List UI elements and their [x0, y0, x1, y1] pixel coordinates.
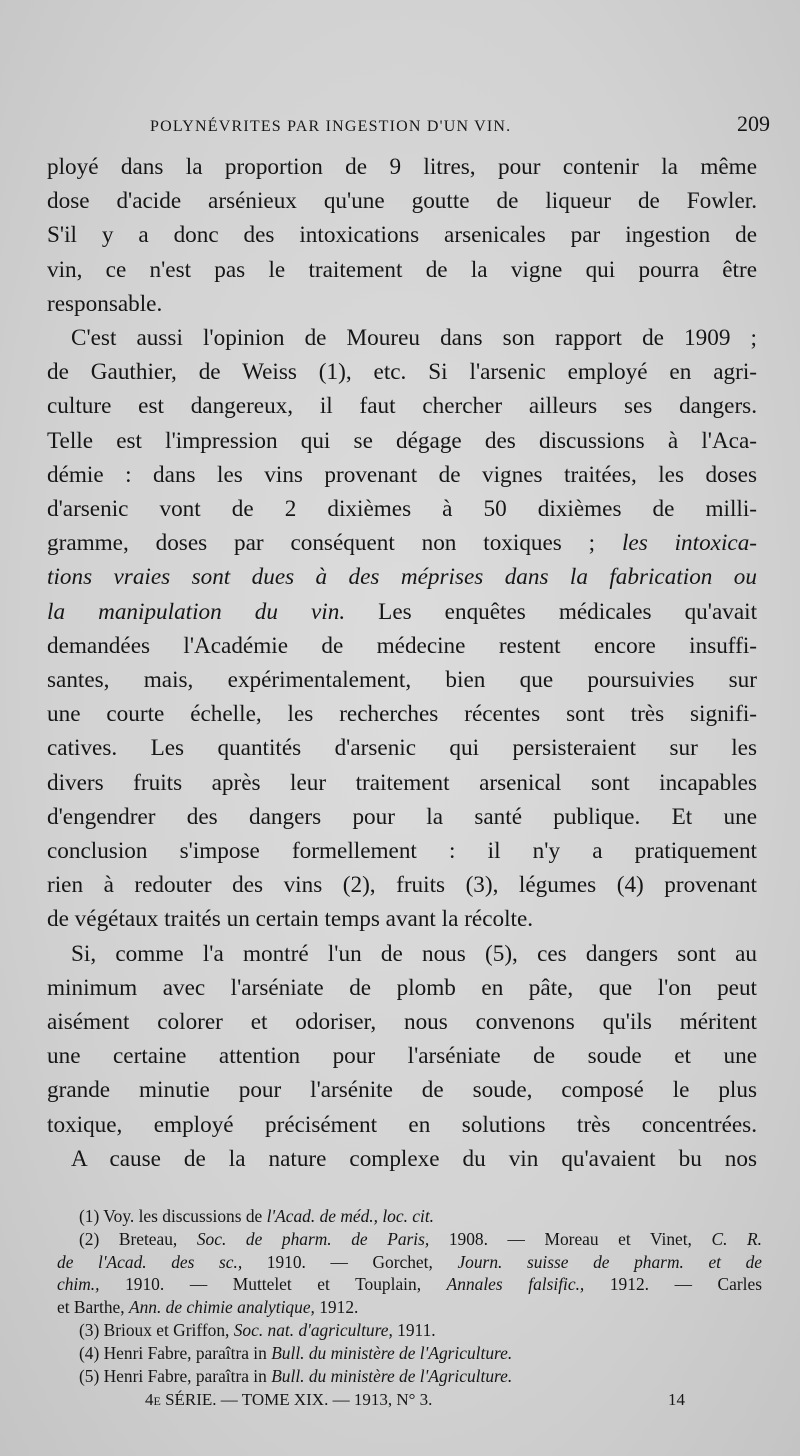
body-line: ployé dans la proportion de 9 litres, pour contenir la même	[47, 154, 757, 180]
footnote-text: (4) Henri Fabre, paraîtra in	[79, 1342, 272, 1363]
body-line: responsable.	[47, 290, 163, 317]
footnote-italic: Bull. du ministère de l'Agriculture.	[271, 1365, 513, 1386]
body-line: d'arsenic vont de 2 dixièmes à 50 dixièmes de milli-	[47, 496, 757, 523]
body-line: grande minutie pour l'arsénite de soude, composé le plus	[47, 1077, 757, 1104]
footnote-text: 1908. — Moreau et Vinet,	[429, 1228, 712, 1249]
footnote-italic: Soc. nat. d'agriculture,	[233, 1319, 393, 1340]
footnote-italic: l'Acad. de méd., loc. cit.	[266, 1206, 435, 1226]
footnote-italic: chim.,	[57, 1274, 100, 1295]
footnote-line	[57, 1273, 762, 1296]
italic-segment: tions vraies sont dues à des méprises dans la fabrication ou	[47, 564, 757, 591]
footnote-italic: Ann. de chimie analytique,	[128, 1297, 315, 1318]
footnote-text: 1912.	[314, 1297, 359, 1318]
footnote-line	[57, 1296, 762, 1319]
body-line: de végétaux traités un certain temps avant la récolte.	[47, 906, 534, 933]
footnote-italic: Bull. du ministère de l'Agriculture.	[271, 1342, 513, 1363]
footnote-line	[57, 1228, 762, 1251]
footnote-text: 1911.	[392, 1319, 436, 1340]
body-line-mixed	[47, 526, 757, 560]
footnote-italic: Soc. de pharm. de Paris,	[196, 1228, 430, 1249]
sheet-number: 14	[668, 1390, 685, 1409]
body-line: santes, mais, expérimentalement, bien que poursuivies sur	[47, 667, 757, 694]
footnote-text: (3) Brioux et Griffon,	[79, 1319, 234, 1340]
body-line: culture est dangereux, il faut chercher ailleurs ses dangers.	[47, 393, 757, 420]
footnote-italic: C. R.	[711, 1228, 762, 1249]
body-line	[47, 560, 757, 594]
body-line: Si, comme l'a montré l'un de nous (5), ces dangers sont au	[71, 940, 757, 967]
body-line: d'engendrer des dangers pour la santé publique. Et une	[47, 803, 757, 830]
page-footer	[145, 1390, 685, 1410]
footnote-line	[57, 1205, 762, 1228]
body-segment: gramme, doses par conséquent non toxiques ;	[47, 530, 596, 557]
body-line: catives. Les quantités d'arsenic qui persisteraient sur les	[47, 735, 757, 762]
body-text	[47, 150, 757, 1176]
body-line: dose d'acide arsénieux qu'une goutte de liqueur de Fowler.	[47, 188, 757, 215]
body-line: une courte échelle, les recherches récentes sont très signifi-	[47, 701, 757, 728]
italic-segment: la manipulation du vin.	[47, 598, 346, 625]
body-line: A cause de la nature complexe du vin qu'avaient bu nos	[71, 1145, 757, 1172]
footnote-text: (5) Henri Fabre, paraîtra in	[79, 1365, 272, 1386]
running-title: POLYNÉVRITES PAR INGESTION D'UN VIN.	[150, 118, 512, 135]
footnote-line	[57, 1319, 762, 1342]
body-line: de Gauthier, de Weiss (1), etc. Si l'arsenic employé en agri-	[47, 359, 757, 386]
body-line: aisément colorer et odoriser, nous convenons qu'ils méritent	[47, 1009, 757, 1036]
footnote-italic: Journ. suisse de pharm. et de	[457, 1251, 762, 1272]
footnote-text: 1910. — Muttelet et Touplain,	[99, 1274, 447, 1295]
footnote-line	[57, 1365, 762, 1388]
footnotes	[57, 1205, 762, 1387]
footnote-text: (1) Voy. les discussions de	[79, 1206, 267, 1226]
footnote-line	[57, 1251, 762, 1274]
body-line: une certaine attention pour l'arséniate de soude et une	[47, 1043, 757, 1070]
footnote-italic: Annales falsific.,	[446, 1274, 585, 1295]
printer-signature: 4e SÉRIE. — TOME XIX. — 1913, N° 3.	[145, 1390, 433, 1409]
body-line: C'est aussi l'opinion de Moureu dans son rapport de 1909 ;	[71, 325, 757, 352]
body-line: minimum avec l'arséniate de plomb en pâte, que l'on peut	[47, 974, 757, 1001]
body-line: S'il y a donc des intoxications arsenicales par ingestion de	[47, 222, 757, 249]
footnote-text: 1912. — Carles	[584, 1274, 762, 1295]
body-line: conclusion s'impose formellement : il n'y a pratiquement	[47, 838, 757, 865]
body-line: demandées l'Académie de médecine restent encore insuffi-	[47, 632, 757, 659]
body-line: toxique, employé précisément en solutions très concentrées.	[47, 1111, 757, 1138]
footnote-line	[57, 1342, 762, 1365]
body-line: Telle est l'impression qui se dégage des discussions à l'Aca-	[47, 427, 757, 454]
footnote-text: 1910. — Gorchet,	[242, 1251, 458, 1272]
page-number: 209	[737, 111, 770, 136]
body-segment: Les enquêtes médicales qu'avait	[378, 598, 758, 625]
body-line: divers fruits après leur traitement arsenical sont incapables	[47, 769, 757, 796]
body-line: rien à redouter des vins (2), fruits (3), légumes (4) provenant	[47, 872, 757, 899]
running-header	[150, 111, 770, 143]
body-line-mixed	[47, 595, 757, 629]
footnote-italic: de l'Acad. des sc.,	[57, 1251, 243, 1272]
footnote-text: (2) Breteau,	[79, 1228, 197, 1249]
body-line: vin, ce n'est pas le traitement de la vigne qui pourra être	[47, 256, 757, 283]
body-line: démie : dans les vins provenant de vignes traitées, les doses	[47, 461, 757, 488]
italic-segment: les intoxica-	[621, 530, 758, 557]
footnote-text: et Barthe,	[57, 1297, 129, 1318]
